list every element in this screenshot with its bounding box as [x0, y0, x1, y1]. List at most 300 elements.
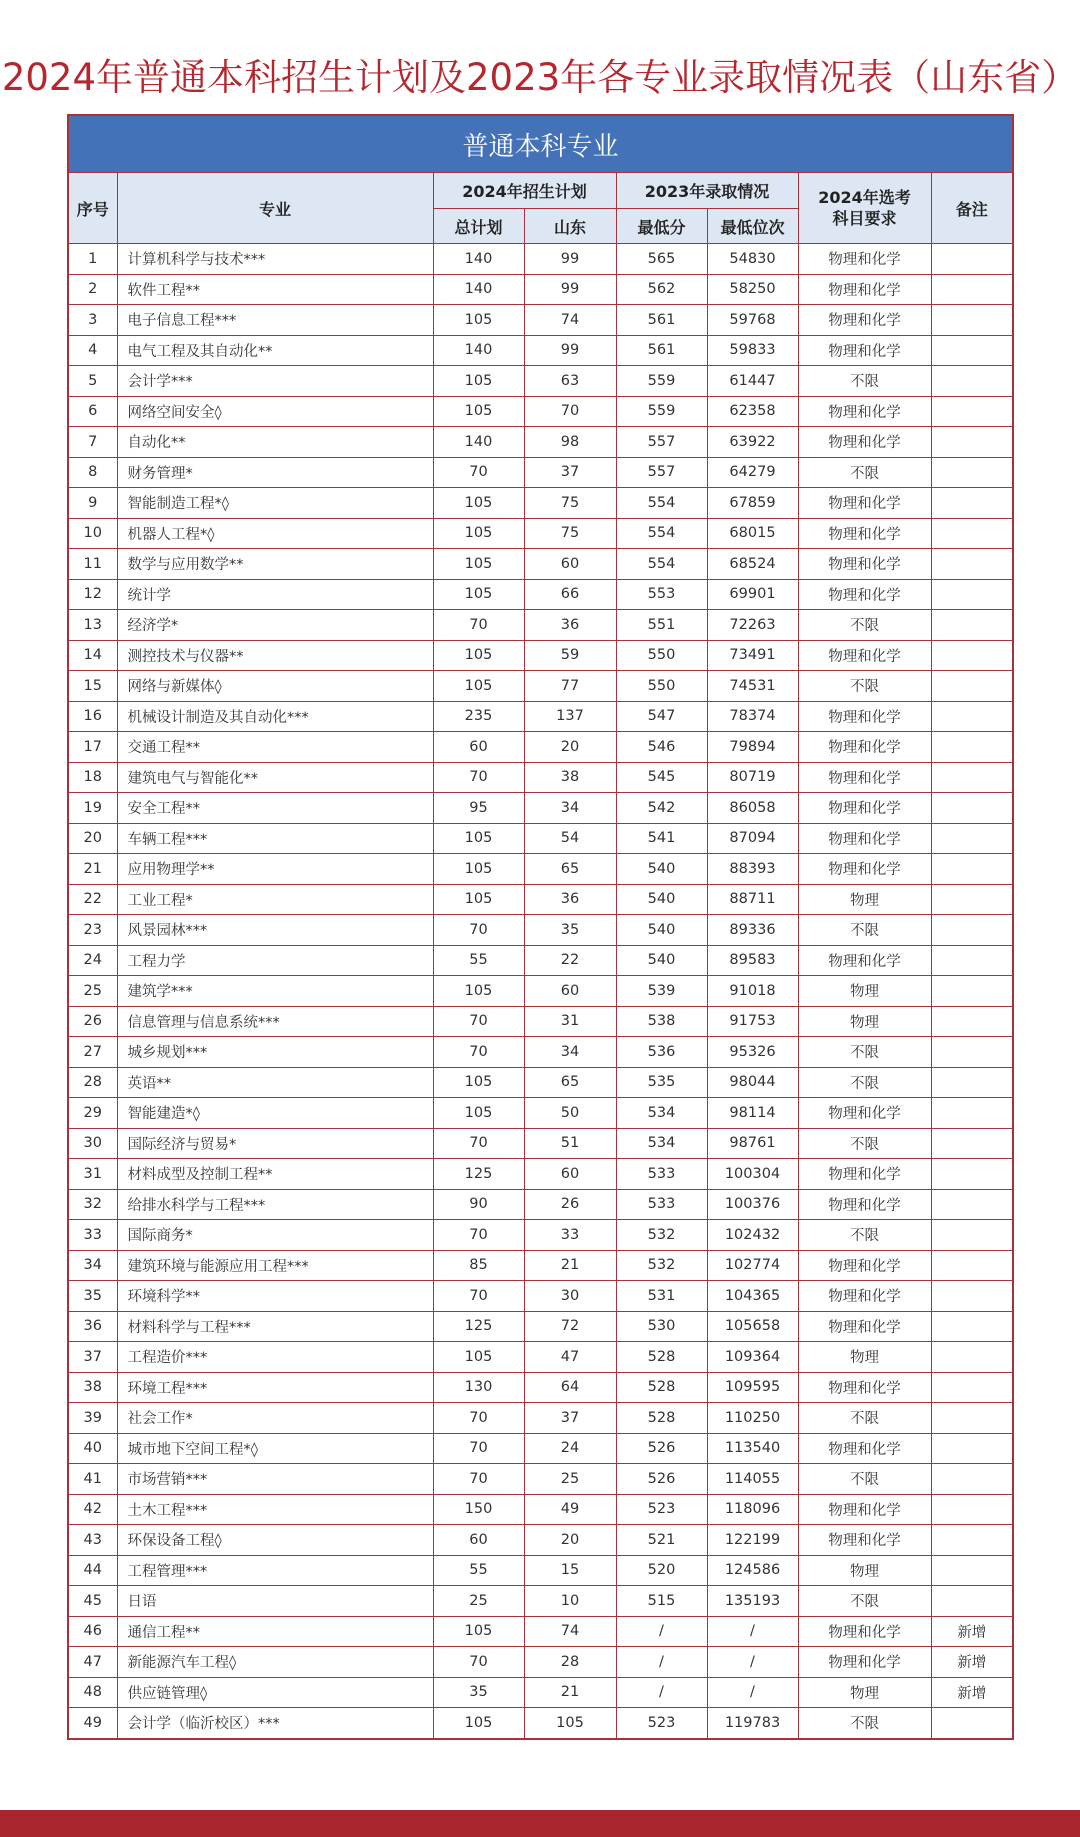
- header-admission-group: 2023年录取情况: [616, 173, 798, 209]
- cell-remarks: [931, 976, 1013, 1007]
- header-remarks: 备注: [931, 173, 1013, 244]
- cell-index: 1: [68, 244, 117, 275]
- cell-min-rank: 89583: [707, 945, 798, 976]
- cell-subject-requirement: 物理和化学: [798, 1525, 931, 1556]
- cell-min-rank: 98761: [707, 1128, 798, 1159]
- table-row: [68, 335, 1013, 366]
- cell-min-rank: 68524: [707, 549, 798, 580]
- cell-subject-requirement: 不限: [798, 1037, 931, 1068]
- cell-plan-shandong: 74: [524, 1616, 616, 1647]
- cell-remarks: [931, 1067, 1013, 1098]
- cell-remarks: [931, 1586, 1013, 1617]
- table-body: [68, 244, 1013, 1739]
- cell-index: 47: [68, 1647, 117, 1678]
- table-row: [68, 1555, 1013, 1586]
- cell-min-score: 528: [616, 1342, 707, 1373]
- cell-plan-shandong: 99: [524, 274, 616, 305]
- cell-remarks: 新增: [931, 1677, 1013, 1708]
- cell-min-rank: 105658: [707, 1311, 798, 1342]
- cell-plan-shandong: 22: [524, 945, 616, 976]
- cell-min-rank: 109364: [707, 1342, 798, 1373]
- table-row: [68, 640, 1013, 671]
- cell-subject-requirement: 物理和化学: [798, 701, 931, 732]
- header-plan-total: 总计划: [433, 209, 524, 244]
- cell-major: 供应链管理◊: [117, 1677, 433, 1708]
- cell-min-score: 542: [616, 793, 707, 824]
- cell-min-score: 520: [616, 1555, 707, 1586]
- table-row: [68, 366, 1013, 397]
- cell-min-score: 539: [616, 976, 707, 1007]
- cell-min-score: 540: [616, 854, 707, 885]
- cell-major: 车辆工程***: [117, 823, 433, 854]
- cell-plan-shandong: 65: [524, 854, 616, 885]
- cell-remarks: [931, 549, 1013, 580]
- cell-subject-requirement: 不限: [798, 1403, 931, 1434]
- cell-min-score: 540: [616, 945, 707, 976]
- header-min-score: 最低分: [616, 209, 707, 244]
- cell-plan-total: 70: [433, 610, 524, 641]
- cell-index: 10: [68, 518, 117, 549]
- cell-subject-requirement: 不限: [798, 1586, 931, 1617]
- cell-min-rank: 74531: [707, 671, 798, 702]
- cell-plan-total: 105: [433, 1616, 524, 1647]
- cell-major: 电子信息工程***: [117, 305, 433, 336]
- table-row: [68, 1281, 1013, 1312]
- cell-subject-requirement: 物理和化学: [798, 549, 931, 580]
- cell-subject-requirement: 物理和化学: [798, 732, 931, 763]
- cell-plan-shandong: 99: [524, 335, 616, 366]
- cell-index: 12: [68, 579, 117, 610]
- cell-subject-requirement: 不限: [798, 1128, 931, 1159]
- table-row: [68, 396, 1013, 427]
- cell-subject-requirement: 物理: [798, 976, 931, 1007]
- cell-major: 经济学*: [117, 610, 433, 641]
- cell-min-rank: 64279: [707, 457, 798, 488]
- table-row: [68, 1098, 1013, 1129]
- cell-plan-total: 105: [433, 884, 524, 915]
- cell-min-rank: 61447: [707, 366, 798, 397]
- table-row: [68, 1128, 1013, 1159]
- cell-remarks: [931, 854, 1013, 885]
- cell-min-score: 554: [616, 518, 707, 549]
- cell-plan-shandong: 47: [524, 1342, 616, 1373]
- cell-plan-shandong: 15: [524, 1555, 616, 1586]
- table-row: [68, 671, 1013, 702]
- table-row: [68, 976, 1013, 1007]
- cell-plan-total: 70: [433, 915, 524, 946]
- cell-subject-requirement: 不限: [798, 1708, 931, 1739]
- cell-min-rank: 95326: [707, 1037, 798, 1068]
- cell-min-score: 561: [616, 335, 707, 366]
- cell-min-rank: 62358: [707, 396, 798, 427]
- cell-plan-shandong: 37: [524, 457, 616, 488]
- cell-remarks: [931, 1708, 1013, 1739]
- table-row: [68, 1342, 1013, 1373]
- cell-remarks: [931, 457, 1013, 488]
- table-row: [68, 762, 1013, 793]
- cell-index: 19: [68, 793, 117, 824]
- cell-plan-total: 235: [433, 701, 524, 732]
- cell-min-score: 528: [616, 1372, 707, 1403]
- cell-subject-requirement: 物理和化学: [798, 823, 931, 854]
- header-major: 专业: [117, 173, 433, 244]
- cell-plan-shandong: 50: [524, 1098, 616, 1129]
- cell-remarks: [931, 1037, 1013, 1068]
- cell-plan-shandong: 10: [524, 1586, 616, 1617]
- cell-min-rank: 89336: [707, 915, 798, 946]
- cell-min-rank: 119783: [707, 1708, 798, 1739]
- cell-remarks: [931, 274, 1013, 305]
- cell-remarks: [931, 732, 1013, 763]
- footer-bar: [0, 1810, 1080, 1837]
- table-row: [68, 1647, 1013, 1678]
- cell-plan-total: 70: [433, 1464, 524, 1495]
- cell-min-score: 561: [616, 305, 707, 336]
- table-row: [68, 1372, 1013, 1403]
- cell-min-score: 541: [616, 823, 707, 854]
- cell-min-rank: /: [707, 1677, 798, 1708]
- cell-min-score: 536: [616, 1037, 707, 1068]
- cell-plan-total: 105: [433, 488, 524, 519]
- cell-min-rank: 98044: [707, 1067, 798, 1098]
- cell-plan-total: 105: [433, 854, 524, 885]
- cell-remarks: [931, 610, 1013, 641]
- cell-major: 新能源汽车工程◊: [117, 1647, 433, 1678]
- cell-plan-shandong: 21: [524, 1250, 616, 1281]
- cell-subject-requirement: 物理和化学: [798, 274, 931, 305]
- cell-subject-requirement: 物理和化学: [798, 945, 931, 976]
- table-row: [68, 457, 1013, 488]
- cell-index: 46: [68, 1616, 117, 1647]
- cell-major: 安全工程**: [117, 793, 433, 824]
- cell-subject-requirement: 物理和化学: [798, 1616, 931, 1647]
- cell-plan-total: 105: [433, 1342, 524, 1373]
- cell-index: 13: [68, 610, 117, 641]
- cell-min-rank: 73491: [707, 640, 798, 671]
- cell-plan-total: 140: [433, 427, 524, 458]
- table-row: [68, 579, 1013, 610]
- cell-min-score: 526: [616, 1433, 707, 1464]
- cell-plan-total: 105: [433, 640, 524, 671]
- cell-min-score: 523: [616, 1494, 707, 1525]
- cell-plan-shandong: 105: [524, 1708, 616, 1739]
- cell-min-score: 562: [616, 274, 707, 305]
- cell-plan-shandong: 74: [524, 305, 616, 336]
- cell-major: 数学与应用数学**: [117, 549, 433, 580]
- cell-plan-shandong: 65: [524, 1067, 616, 1098]
- cell-subject-requirement: 物理和化学: [798, 762, 931, 793]
- cell-plan-shandong: 60: [524, 976, 616, 1007]
- cell-min-score: /: [616, 1647, 707, 1678]
- cell-index: 23: [68, 915, 117, 946]
- cell-major: 环境科学**: [117, 1281, 433, 1312]
- table-row: [68, 701, 1013, 732]
- cell-remarks: [931, 518, 1013, 549]
- header-plan-group: 2024年招生计划: [433, 173, 616, 209]
- cell-min-rank: 118096: [707, 1494, 798, 1525]
- table-row: [68, 610, 1013, 641]
- page-title: 2024年普通本科招生计划及2023年各专业录取情况表（山东省）: [1, 56, 1079, 99]
- cell-plan-total: 105: [433, 366, 524, 397]
- cell-min-score: 565: [616, 244, 707, 275]
- table-row: [68, 1464, 1013, 1495]
- cell-subject-requirement: 不限: [798, 671, 931, 702]
- table-row: [68, 488, 1013, 519]
- cell-major: 工程管理***: [117, 1555, 433, 1586]
- cell-index: 15: [68, 671, 117, 702]
- admission-table: [67, 114, 1014, 1740]
- cell-min-rank: 88393: [707, 854, 798, 885]
- cell-subject-requirement: 物理和化学: [798, 793, 931, 824]
- cell-min-rank: 63922: [707, 427, 798, 458]
- cell-plan-shandong: 28: [524, 1647, 616, 1678]
- cell-min-score: /: [616, 1616, 707, 1647]
- cell-major: 国际经济与贸易*: [117, 1128, 433, 1159]
- cell-min-score: 540: [616, 915, 707, 946]
- cell-min-rank: 68015: [707, 518, 798, 549]
- cell-plan-shandong: 72: [524, 1311, 616, 1342]
- cell-min-rank: 109595: [707, 1372, 798, 1403]
- table-row: [68, 915, 1013, 946]
- cell-index: 42: [68, 1494, 117, 1525]
- cell-min-rank: 102774: [707, 1250, 798, 1281]
- cell-min-score: 550: [616, 640, 707, 671]
- table-row: [68, 1220, 1013, 1251]
- table-row: [68, 274, 1013, 305]
- table-row: [68, 1067, 1013, 1098]
- header-min-rank: 最低位次: [707, 209, 798, 244]
- cell-plan-total: 70: [433, 457, 524, 488]
- cell-index: 21: [68, 854, 117, 885]
- cell-major: 工程造价***: [117, 1342, 433, 1373]
- cell-major: 智能制造工程*◊: [117, 488, 433, 519]
- cell-plan-total: 35: [433, 1677, 524, 1708]
- cell-min-score: 534: [616, 1128, 707, 1159]
- cell-subject-requirement: 物理和化学: [798, 1372, 931, 1403]
- cell-index: 44: [68, 1555, 117, 1586]
- table-row: [68, 854, 1013, 885]
- cell-plan-shandong: 59: [524, 640, 616, 671]
- cell-index: 3: [68, 305, 117, 336]
- cell-subject-requirement: 物理和化学: [798, 427, 931, 458]
- cell-min-score: 531: [616, 1281, 707, 1312]
- cell-subject-requirement: 物理和化学: [798, 305, 931, 336]
- cell-remarks: [931, 671, 1013, 702]
- cell-major: 会计学***: [117, 366, 433, 397]
- cell-major: 建筑电气与智能化**: [117, 762, 433, 793]
- cell-plan-shandong: 51: [524, 1128, 616, 1159]
- cell-index: 20: [68, 823, 117, 854]
- cell-min-rank: 113540: [707, 1433, 798, 1464]
- cell-index: 8: [68, 457, 117, 488]
- cell-plan-total: 105: [433, 396, 524, 427]
- cell-subject-requirement: 物理和化学: [798, 1311, 931, 1342]
- cell-plan-shandong: 60: [524, 549, 616, 580]
- table-row: [68, 884, 1013, 915]
- cell-plan-total: 105: [433, 671, 524, 702]
- table-row: [68, 305, 1013, 336]
- cell-remarks: [931, 945, 1013, 976]
- cell-major: 风景园林***: [117, 915, 433, 946]
- table-row: [68, 1616, 1013, 1647]
- cell-index: 27: [68, 1037, 117, 1068]
- cell-plan-total: 125: [433, 1311, 524, 1342]
- cell-remarks: [931, 640, 1013, 671]
- cell-plan-shandong: 99: [524, 244, 616, 275]
- cell-remarks: [931, 1189, 1013, 1220]
- cell-plan-total: 105: [433, 1067, 524, 1098]
- cell-plan-shandong: 34: [524, 1037, 616, 1068]
- cell-major: 测控技术与仪器**: [117, 640, 433, 671]
- table-row: [68, 427, 1013, 458]
- table-row: [68, 549, 1013, 580]
- cell-subject-requirement: 不限: [798, 366, 931, 397]
- cell-subject-requirement: 物理和化学: [798, 488, 931, 519]
- table-row: [68, 1708, 1013, 1739]
- cell-major: 环保设备工程◊: [117, 1525, 433, 1556]
- cell-plan-shandong: 34: [524, 793, 616, 824]
- cell-subject-requirement: 物理和化学: [798, 1189, 931, 1220]
- cell-subject-requirement: 物理和化学: [798, 1250, 931, 1281]
- cell-min-rank: 122199: [707, 1525, 798, 1556]
- cell-major: 土木工程***: [117, 1494, 433, 1525]
- cell-index: 6: [68, 396, 117, 427]
- cell-plan-shandong: 33: [524, 1220, 616, 1251]
- cell-subject-requirement: 物理和化学: [798, 1647, 931, 1678]
- cell-index: 7: [68, 427, 117, 458]
- cell-min-rank: 110250: [707, 1403, 798, 1434]
- cell-min-rank: 100304: [707, 1159, 798, 1190]
- cell-index: 16: [68, 701, 117, 732]
- cell-min-score: /: [616, 1677, 707, 1708]
- cell-remarks: [931, 1006, 1013, 1037]
- cell-min-score: 534: [616, 1098, 707, 1129]
- cell-index: 22: [68, 884, 117, 915]
- cell-min-rank: 59833: [707, 335, 798, 366]
- cell-major: 财务管理*: [117, 457, 433, 488]
- cell-subject-requirement: 不限: [798, 1464, 931, 1495]
- cell-index: 26: [68, 1006, 117, 1037]
- cell-index: 30: [68, 1128, 117, 1159]
- cell-major: 给排水科学与工程***: [117, 1189, 433, 1220]
- cell-plan-shandong: 137: [524, 701, 616, 732]
- cell-remarks: [931, 701, 1013, 732]
- cell-plan-shandong: 30: [524, 1281, 616, 1312]
- cell-major: 通信工程**: [117, 1616, 433, 1647]
- cell-major: 统计学: [117, 579, 433, 610]
- cell-subject-requirement: 物理和化学: [798, 640, 931, 671]
- cell-subject-requirement: 不限: [798, 1220, 931, 1251]
- cell-major: 机械设计制造及其自动化***: [117, 701, 433, 732]
- cell-index: 45: [68, 1586, 117, 1617]
- header-subject-requirement: 2024年选考科目要求: [798, 173, 931, 244]
- cell-index: 9: [68, 488, 117, 519]
- cell-plan-shandong: 63: [524, 366, 616, 397]
- cell-remarks: [931, 1128, 1013, 1159]
- cell-major: 网络与新媒体◊: [117, 671, 433, 702]
- cell-plan-shandong: 20: [524, 1525, 616, 1556]
- cell-plan-shandong: 21: [524, 1677, 616, 1708]
- table-row: [68, 1494, 1013, 1525]
- cell-major: 自动化**: [117, 427, 433, 458]
- cell-min-score: 557: [616, 457, 707, 488]
- cell-min-rank: /: [707, 1647, 798, 1678]
- cell-min-score: 557: [616, 427, 707, 458]
- cell-index: 4: [68, 335, 117, 366]
- cell-plan-shandong: 38: [524, 762, 616, 793]
- cell-index: 41: [68, 1464, 117, 1495]
- cell-plan-total: 70: [433, 1220, 524, 1251]
- cell-remarks: [931, 244, 1013, 275]
- cell-remarks: [931, 579, 1013, 610]
- cell-plan-shandong: 31: [524, 1006, 616, 1037]
- cell-index: 37: [68, 1342, 117, 1373]
- table-row: [68, 1311, 1013, 1342]
- table-row: [68, 1159, 1013, 1190]
- cell-min-score: 521: [616, 1525, 707, 1556]
- cell-remarks: [931, 1342, 1013, 1373]
- cell-subject-requirement: 物理和化学: [798, 244, 931, 275]
- cell-subject-requirement: 物理: [798, 884, 931, 915]
- cell-min-score: 559: [616, 396, 707, 427]
- cell-min-score: 523: [616, 1708, 707, 1739]
- cell-major: 社会工作*: [117, 1403, 433, 1434]
- cell-subject-requirement: 物理和化学: [798, 1098, 931, 1129]
- cell-major: 计算机科学与技术***: [117, 244, 433, 275]
- cell-plan-shandong: 75: [524, 518, 616, 549]
- cell-min-score: 545: [616, 762, 707, 793]
- header-plan-shandong: 山东: [524, 209, 616, 244]
- cell-plan-total: 70: [433, 1281, 524, 1312]
- cell-min-score: 532: [616, 1250, 707, 1281]
- table-row: [68, 732, 1013, 763]
- cell-plan-total: 105: [433, 1708, 524, 1739]
- cell-min-score: 526: [616, 1464, 707, 1495]
- cell-major: 工业工程*: [117, 884, 433, 915]
- cell-major: 市场营销***: [117, 1464, 433, 1495]
- cell-plan-total: 105: [433, 823, 524, 854]
- cell-plan-shandong: 36: [524, 610, 616, 641]
- cell-min-score: 532: [616, 1220, 707, 1251]
- table-banner: 普通本科专业: [68, 115, 1013, 173]
- cell-index: 5: [68, 366, 117, 397]
- cell-index: 40: [68, 1433, 117, 1464]
- cell-min-score: 535: [616, 1067, 707, 1098]
- cell-plan-total: 70: [433, 1403, 524, 1434]
- cell-min-score: 553: [616, 579, 707, 610]
- cell-major: 信息管理与信息系统***: [117, 1006, 433, 1037]
- table-row: [68, 1006, 1013, 1037]
- cell-subject-requirement: 物理和化学: [798, 335, 931, 366]
- cell-major: 城市地下空间工程*◊: [117, 1433, 433, 1464]
- cell-remarks: [931, 427, 1013, 458]
- cell-plan-total: 95: [433, 793, 524, 824]
- cell-plan-total: 70: [433, 1647, 524, 1678]
- cell-min-rank: 91753: [707, 1006, 798, 1037]
- cell-plan-total: 105: [433, 976, 524, 1007]
- cell-min-rank: 59768: [707, 305, 798, 336]
- cell-min-rank: 114055: [707, 1464, 798, 1495]
- cell-major: 英语**: [117, 1067, 433, 1098]
- cell-remarks: [931, 488, 1013, 519]
- cell-min-rank: 104365: [707, 1281, 798, 1312]
- cell-plan-total: 70: [433, 1006, 524, 1037]
- cell-plan-total: 140: [433, 274, 524, 305]
- cell-min-rank: 91018: [707, 976, 798, 1007]
- cell-remarks: 新增: [931, 1647, 1013, 1678]
- cell-plan-total: 85: [433, 1250, 524, 1281]
- table-row: [68, 1250, 1013, 1281]
